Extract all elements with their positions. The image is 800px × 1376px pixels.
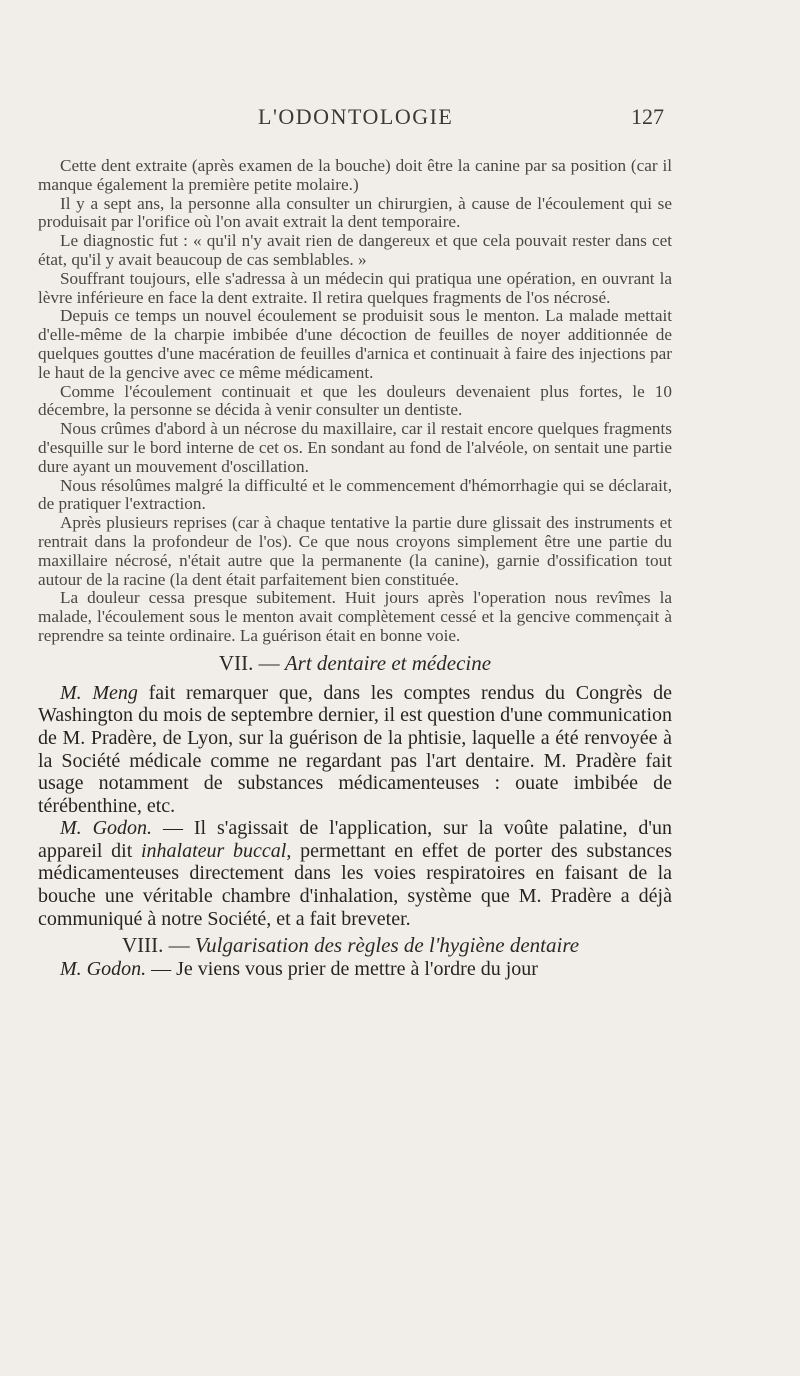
speaker-name: M. Godon. [60, 817, 153, 840]
paragraph-text: — Je viens vous prier de mettre à l'ordre du jour [146, 958, 538, 981]
paragraph [38, 682, 672, 818]
emphasis-term: inhalateur buccal [140, 839, 287, 862]
page-number: 127 [631, 104, 664, 129]
discussion [38, 682, 672, 931]
discussion-continued [38, 958, 672, 981]
paragraph-text: fait remarquer que, dans les comptes rendus du Congrès de Washington du mois de septembre dernier, il est question d'une communication de M. Pradère, de Lyon, sur la guérison de la phtisie, laquelle a été renvoyée à la Société médicale comme ne regardant pas l'art dentaire. M. Pradère fait usage notamment de substances médicamenteuses : ouate imbibée de térébenthine, etc. [38, 681, 672, 817]
section-number: VIII. — [122, 933, 195, 958]
section-number: VII. — [218, 650, 285, 675]
case-report [38, 157, 672, 646]
paragraph: Le diagnostic fut : « qu'il n'y avait rien de dangereux et que cela pouvait rester dans cet état, qu'il y avait beaucoup de cas semblables. » [38, 231, 672, 269]
paragraph-text: — Il s'agissait de l'application, sur la voûte palatine, d'un appareil dit [38, 817, 672, 862]
paragraph: Après plusieurs reprises (car à chaque tentative la partie dure glissait des instruments et rentrait dans la profondeur de l'os). Ce que nous croyons simplement être une partie du maxillaire nécrosé, n'était autre que la permanente (la canine), garnie d'ossification tout autour de la racine (la dent était parfaitement bien constituée. [38, 513, 672, 589]
paragraph: Comme l'écoulement continuait et que les douleurs devenaient plus fortes, le 10 décembre, la personne se décida à venir consulter un dentiste. [38, 381, 672, 420]
paragraph: Nous crûmes d'abord à un nécrose du maxillaire, car il restait encore quelques fragments d'esquille sur le bord interne de cet os. En sondant au fond de l'alvéole, on sentait une partie dure ayant un mouvement d'oscillation. [38, 419, 672, 476]
page-header [0, 104, 800, 140]
paragraph [38, 817, 672, 930]
paragraph: La douleur cessa presque subitement. Huit jours après l'operation nous revîmes la malade, l'écoulement sous le menton avait complètement cessé et la gencive commençait à reprendre sa teinte ordinaire. La guérison était en bonne voie. [38, 588, 672, 645]
section-heading-vii [38, 650, 672, 676]
paragraph: Il y a sept ans, la personne alla consulter un chirurgien, à cause de l'écoulement qui se produisait par l'orifice où l'on avait extrait la dent temporaire. [38, 193, 672, 232]
running-title: L'ODONTOLOGIE [258, 104, 454, 129]
paragraph [38, 958, 672, 981]
paragraph-text: , permettant en effet de porter des substances médicamenteuses directement dans les voies respiratoires en faisant de la bouche une véritable chambre d'inhalation, système que M. Pradère a déjà communiqué à notre Société, et a fait breveter. [38, 839, 672, 930]
section-title: Vulgarisation des règles de l'hygiène dentaire [194, 933, 580, 958]
section-title: Art dentaire et médecine [284, 650, 492, 675]
paragraph: Souffrant toujours, elle s'adressa à un médecin qui pratiqua une opération, en ouvrant la lèvre inférieure en face la dent extraite. Il retira quelques fragments de l'os nécrosé. [38, 268, 672, 307]
paragraph: Cette dent extraite (après examen de la bouche) doit être la canine par sa position (car il manque également la première petite molaire.) [38, 156, 672, 194]
paragraph: Nous résolûmes malgré la difficulté et le commencement d'hémorrhagie qui se déclarait, de pratiquer l'extraction. [38, 475, 672, 514]
section-heading-viii [38, 932, 672, 958]
speaker-name: M. Godon. [60, 958, 147, 981]
page-body [38, 157, 672, 981]
paragraph: Depuis ce temps un nouvel écoulement se produisit sous le menton. La malade mettait d'elle-même de la charpie imbibée d'une décoction de feuilles de noyer additionnée de quelques gouttes d'une macération de feuilles d'arnica et continuait à faire des injections par le haut de la gencive avec ce même médicament. [38, 306, 672, 382]
speaker-name: M. Meng [60, 681, 138, 704]
